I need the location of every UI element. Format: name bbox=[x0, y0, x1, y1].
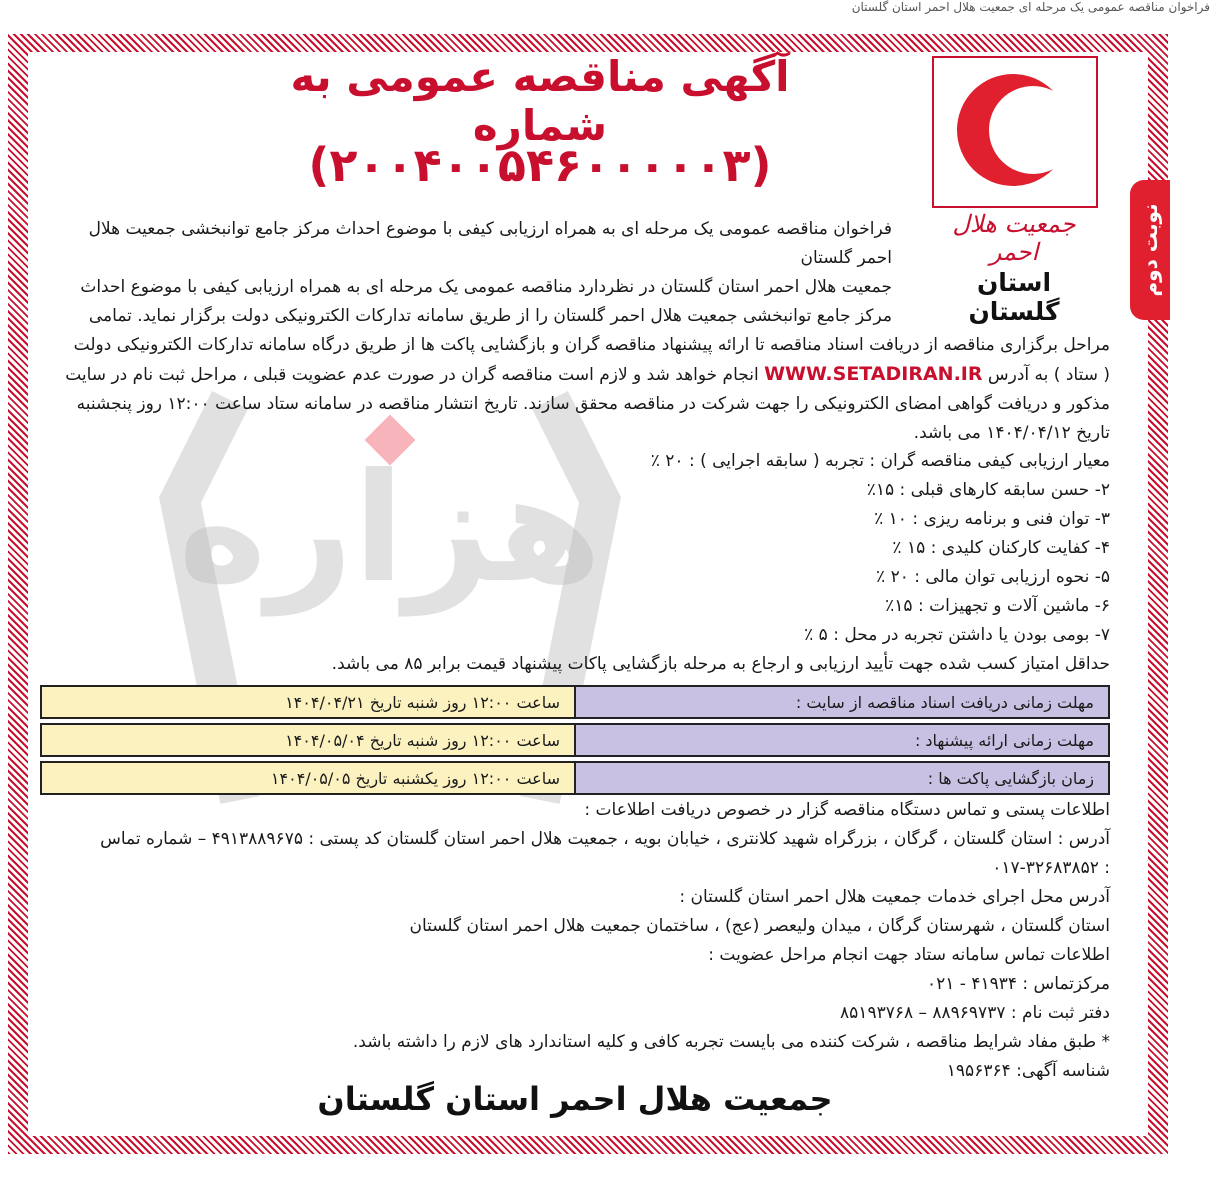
criteria-item: ۲- حسن سابقه کارهای قبلی : ۱۵٪ bbox=[866, 480, 1110, 500]
criteria-item: ۳- توان فنی و برنامه ریزی : ۱۰ ٪ bbox=[874, 509, 1110, 529]
schedule-label: مهلت زمانی دریافت اسناد مناقصه از سایت : bbox=[575, 686, 1109, 718]
criteria-item: ۶- ماشین آلات و تجهیزات : ۱۵٪ bbox=[885, 596, 1110, 616]
badge-text: نوبت دوم bbox=[1138, 203, 1162, 297]
setad-header: اطلاعات تماس سامانه ستاد جهت انجام مراحل عضویت : bbox=[708, 945, 1110, 965]
contact-header: اطلاعات پستی و تماس دستگاه مناقصه گزار در خصوص دریافت اطلاعات : bbox=[584, 800, 1110, 820]
tender-number: (۲۰۰۴۰۰۵۴۶۰۰۰۰۰۳) bbox=[308, 138, 772, 192]
schedule-table bbox=[40, 685, 1110, 795]
footer-org-name: جمعیت هلال احمر استان گلستان bbox=[317, 1080, 833, 1118]
intro-paragraph bbox=[32, 215, 892, 331]
schedule-value: ساعت ۱۲:۰۰ روز شنبه تاریخ ۱۴۰۴/۰۴/۲۱ bbox=[41, 686, 575, 718]
table-row bbox=[41, 724, 1109, 756]
body-paragraph bbox=[40, 331, 1110, 448]
body-line-part: ( ستاد ) به آدرس bbox=[987, 365, 1110, 385]
registration-office: دفتر ثبت نام : ۸۸۹۶۹۷۳۷ – ۸۵۱۹۳۷۶۸ bbox=[840, 1003, 1110, 1023]
exec-header: آدرس محل اجرای خدمات جمعیت هلال احمر استان گلستان : bbox=[679, 887, 1110, 907]
top-cut-text: فراخوان مناقصه عمومی یک مرحله ای جمعیت هلال احمر استان گلستان bbox=[851, 0, 1210, 14]
criteria-item: ۴- کفایت کارکنان کلیدی : ۱۵ ٪ bbox=[892, 538, 1110, 558]
criteria-item: ۷- بومی بودن یا داشتن تجربه در محل : ۵ ٪ bbox=[804, 625, 1110, 645]
criteria-item: ۵- نحوه ارزیابی توان مالی : ۲۰ ٪ bbox=[876, 567, 1110, 587]
contact-address: آدرس : استان گلستان ، گرگان ، بزرگراه شهید کلانتری ، خیابان بویه ، جمعیت هلال احمر استان گلستان کد پستی : ۴۹۱۳۸۸۹۶۷۵ – شماره تماس bbox=[100, 829, 1110, 849]
schedule-label: مهلت زمانی ارائه پیشنهاد : bbox=[575, 724, 1109, 756]
body-line bbox=[40, 360, 1110, 390]
criteria-header: معیار ارزیابی کیفی مناقصه گران : تجربه ( سابقه اجرایی ) : ۲۰ ٪ bbox=[650, 451, 1110, 471]
intro-line: فراخوان مناقصه عمومی یک مرحله ای به همراه ارزیابی کیفی با موضوع احداث مرکز جامع توانبخشی جمعیت هلال bbox=[88, 219, 892, 239]
contact-section bbox=[40, 796, 1110, 1086]
ad-id: شناسه آگهی: ۱۹۵۶۳۶۴ bbox=[946, 1061, 1110, 1081]
exec-address: استان گلستان ، شهرستان گرگان ، میدان ولیعصر (عج) ، ساختمان جمعیت هلال احمر استان گلستان bbox=[409, 916, 1110, 936]
red-crescent-logo bbox=[932, 56, 1098, 208]
intro-line: جمعیت هلال احمر استان گلستان در نظردارد مناقصه عمومی یک مرحله ای به همراه ارزیابی کیفی با موضوع احداث bbox=[80, 277, 892, 297]
second-round-badge bbox=[1130, 180, 1170, 320]
table-row bbox=[41, 762, 1109, 794]
red-crescent-icon bbox=[934, 58, 1092, 202]
schedule-value: ساعت ۱۲:۰۰ روز شنبه تاریخ ۱۴۰۴/۰۵/۰۴ bbox=[41, 724, 575, 756]
contact-phone: : ۰۱۷-۳۲۶۸۳۸۵۲ bbox=[992, 858, 1110, 878]
watermark-text: هزاره bbox=[178, 442, 602, 616]
org-name-script: جمعیت هلال احمر bbox=[952, 210, 1076, 266]
org-province: استان گلستان bbox=[968, 268, 1060, 326]
call-center: مرکزتماس : ۴۱۹۳۴ - ۰۲۱ bbox=[926, 974, 1110, 994]
setad-website-link[interactable]: WWW.SETADIRAN.IR bbox=[764, 363, 983, 385]
intro-line: مرکز جامع توانبخشی جمعیت هلال احمر گلستان را از طریق سامانه تدارکات الکترونیکی دولت برگزار نماید. تمامی bbox=[88, 306, 892, 326]
ad-title: آگهی مناقصه عمومی به شماره bbox=[290, 52, 790, 150]
intro-line: احمر گلستان bbox=[800, 248, 892, 268]
schedule-value: ساعت ۱۲:۰۰ روز یکشنبه تاریخ ۱۴۰۴/۰۵/۰۵ bbox=[41, 762, 575, 794]
body-line: مذکور و دریافت گواهی امضای الکترونیکی را جهت شرکت در مناقصه محقق سازند. تاریخ انتشار مناقصه در سامانه ستاد ساعت ۱۲:۰۰ روز پنجشنبه bbox=[76, 394, 1110, 414]
body-line: مراحل برگزاری مناقصه از دریافت اسناد مناقصه تا ارائه پیشنهاد مناقصه گران و بازگشایی پاکت ها از طریق درگاه سامانه تدارکات الکترونیکی دولت bbox=[73, 335, 1110, 355]
condition-note: * طبق مفاد شرایط مناقصه ، شرکت کننده می بایست تجربه کافی و کلیه استاندارد های لازم را داشته باشد. bbox=[352, 1032, 1110, 1052]
body-line: تاریخ ۱۴۰۴/۰۴/۱۲ می باشد. bbox=[913, 423, 1110, 443]
table-row bbox=[41, 686, 1109, 718]
schedule-label: زمان بازگشایی پاکت ها : bbox=[575, 762, 1109, 794]
body-line-part: انجام خواهد شد و لازم است مناقصه گران در صورت عدم عضویت قبلی ، مراحل ثبت نام در سایت bbox=[65, 365, 759, 385]
minimum-score: حداقل امتیاز کسب شده جهت تأیید ارزیابی و ارجاع به مرحله بازگشایی پاکات پیشنهاد قیمت برابر ۸۵ می باشد. bbox=[331, 654, 1110, 674]
criteria-list bbox=[40, 447, 1110, 679]
